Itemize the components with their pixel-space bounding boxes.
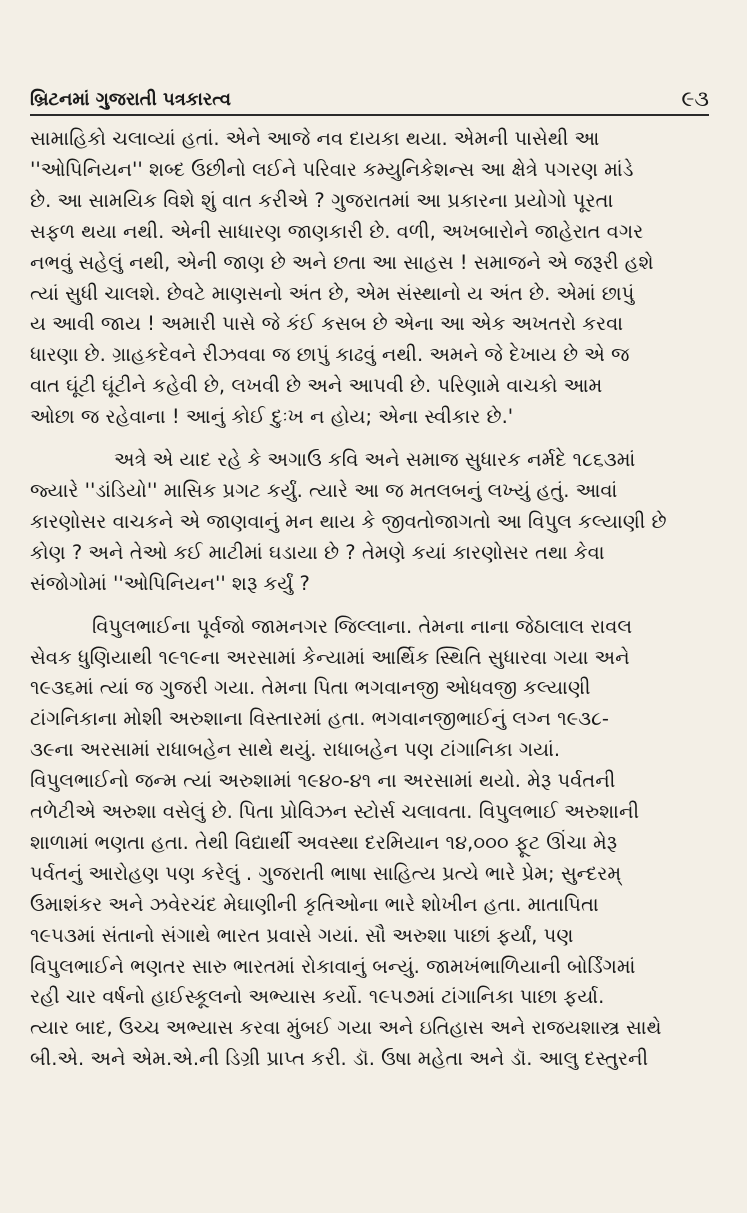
text-line: અત્રે એ યાદ રહે કે અગાઉ કવિ અને સમાજ સુધારક નર્મદે ૧૮૬૩માં [114, 448, 636, 472]
running-header [30, 82, 709, 116]
text-line: જ્યારે ''ડાંડિયો'' માસિક પ્રગટ કર્યું. ત્યારે આ જ મતલબનું લખ્યું હતું. આવાં [30, 478, 618, 502]
text-line: કોણ ? અને તેઓ કઈ માટીમાં ઘડાયા છે ? તેમણે કયાં કારણોસર તથા કેવા [30, 540, 605, 564]
text-line: છે. આ સામયિક વિશે શું વાત કરીએ ? ગુજરાતમાં આ પ્રકારના પ્રયોગો પૂરતા [30, 188, 614, 212]
text-line: કારણોસર વાચકને એ જાણવાનું મન થાય કે જીવતોજાગતો આ વિપુલ કલ્યાણી છે [30, 509, 667, 533]
text-line: સંજોગોમાં ''ઓપિનિયન'' શરૂ કર્યું ? [30, 571, 310, 595]
text-line: નભવું સહેલું નથી, એની જાણ છે અને છતા આ સાહસ ! સમાજને એ જરૂરી હશે [30, 250, 654, 274]
paragraph-2 [30, 445, 711, 600]
book-title: બ્રિટનમાં ગુજરાતી પત્રકારત્વ [30, 89, 231, 110]
text-line: પર્વતનું આરોહણ પણ કરેલું . ગુજરાતી ભાષા સાહિત્ય પ્રત્યે ભારે પ્રેમ; સુન્દરમ્ [30, 861, 622, 885]
text-line: ય આવી જાય ! અમારી પાસે જે કંઈ કસબ છે એના આ એક અખતરો કરવા [30, 312, 624, 336]
text-line: રહી ચાર વર્ષનો હાઈસ્કૂલનો અભ્યાસ કર્યો. ૧૯૫૭માં ટાંગાનિકા પાછા ફર્યા. [30, 985, 605, 1009]
text-line: ૧૯૩૬માં ત્યાં જ ગુજરી ગયા. તેમના પિતા ભગવાનજી ઓધવજી કલ્યાણી [30, 676, 591, 700]
text-line: સામાહિકો ચલાવ્યાં હતાં. એને આજે નવ દાયકા થયા. એમની પાસેથી આ [30, 127, 600, 150]
text-line: ''ઓપિનિયન'' શબ્દ ઉછીનો લઈને પરિવાર કમ્યુનિકેશન્સ આ ક્ષેત્રે પગરણ માંડે [30, 157, 634, 181]
text-line: ત્યાં સુધી ચાલશે. છેવટે માણસનો અંત છે, એમ સંસ્થાનો ય અંત છે. એમાં છાપું [30, 281, 635, 305]
paragraph-1 [30, 124, 711, 433]
text-line: ટાંગનિકાના મોશી અરુશાના વિસ્તારમાં હતા. ભગવાનજીભાઈનું લગ્ન ૧૯૩૮- [30, 707, 609, 731]
page-number: ૯૩ [681, 87, 709, 112]
paragraph-3 [30, 612, 711, 1076]
text-line: ૧૯૫૩માં સંતાનો સંગાથે ભારત પ્રવાસે ગયાં. સૌ અરુશા પાછાં ફર્યાં, પણ [30, 923, 574, 947]
body-text [30, 124, 711, 1075]
text-line: વિપુલભાઈનો જન્મ ત્યાં અરુશામાં ૧૯૪૦-૪૧ ના અરસામાં થયો. મેરૂ પર્વતની [30, 769, 616, 793]
text-line: ૩૯ના અરસામાં રાધાબહેન સાથે થયું. રાધાબહેન પણ ટાંગાનિકા ગયાં. [30, 738, 561, 762]
text-line: સફળ થયા નથી. એની સાધારણ જાણકારી છે. વળી, અખબારોને જાહેરાત વગર [30, 219, 644, 243]
text-line: તળેટીએ અરુશા વસેલું છે. પિતા પ્રોવિઝન સ્ટોર્સ ચલાવતા. વિપુલભાઈ અરુશાની [30, 800, 640, 824]
text-line: ઓછા જ રહેવાના ! આનું કોઈ દુઃખ ન હોય; એના સ્વીકાર છે.' [30, 405, 514, 429]
text-line: શાળામાં ભણતા હતા. તેથી વિદ્યાર્થી અવસ્થા દરમિયાન ૧૪,૦૦૦ ફૂટ ઊંચા મેરૂ [30, 830, 618, 854]
text-line: વાત ઘૂંટી ઘૂંટીને કહેવી છે, લખવી છે અને આપવી છે. પરિણામે વાચકો આમ [30, 374, 603, 398]
text-line: સેવક ધુણિયાથી ૧૯૧૯ના અરસામાં કેન્યામાં આર્થિક સ્થિતિ સુધારવા ગયા અને [30, 645, 630, 669]
text-line: ઉમાશંકર અને ઝવેરચંદ મેઘાણીની કૃતિઓના ભારે શોખીન હતા. માતાપિતા [30, 892, 599, 916]
text-line: બી.એ. અને એમ.એ.ની ડિગ્રી પ્રાપ્ત કરી. ડૉ. ઉષા મહેતા અને ડૉ. આલુ દસ્તુરની [30, 1047, 649, 1071]
text-line: વિપુલભાઈના પૂર્વજો જામનગર જિલ્લાના. તેમના નાના જેઠાલાલ રાવલ [92, 614, 633, 638]
text-line: વિપુલભાઈને ભણતર સારુ ભારતમાં રોકાવાનું બન્યું. જામખંભાળિયાની બોર્ડિંગમાં [30, 954, 636, 978]
text-line: ધારણા છે. ગ્રાહકદેવને રીઝવવા જ છાપું કાઢવું નથી. અમને જે દેખાય છે એ જ [30, 343, 630, 367]
text-line: ત્યાર બાદ, ઉચ્ચ અભ્યાસ કરવા મુંબઈ ગયા અને ઇતિહાસ અને રાજયશાસ્ત્ર સાથે [30, 1016, 662, 1040]
